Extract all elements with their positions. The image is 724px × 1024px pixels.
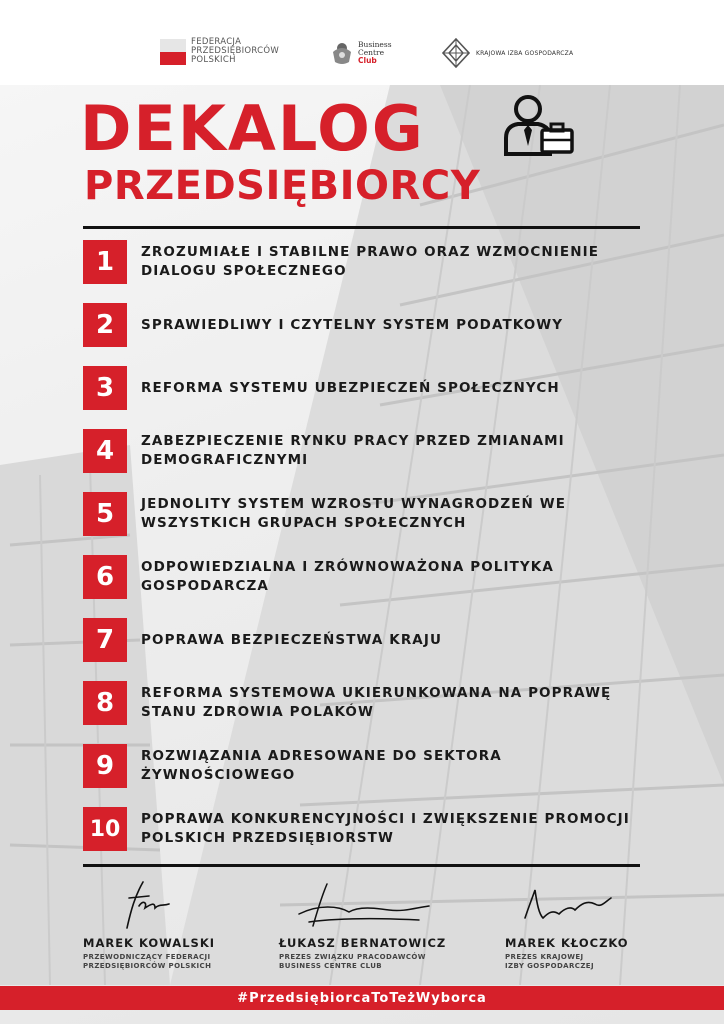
title-line-1: DEKALOG [80,92,425,165]
item-text: POPRAWA BEZPIECZEŃSTWA KRAJU [141,631,443,648]
list-item [83,807,643,853]
item-text: JEDNOLITY SYSTEM WZROSTU WYNAGRODZEŃ WE WSZYSTKICH GRUPACH SPOŁECZNYCH [141,496,567,531]
item-number: 2 [83,303,127,347]
list-item [83,744,643,790]
divider-bottom [83,864,640,867]
bcc-logo-line: Business [358,40,392,49]
list-item [83,429,643,475]
list-item [83,555,643,601]
item-number: 7 [83,618,127,662]
item-number: 5 [83,492,127,536]
fpp-logo-line: PRZEDSIĘBIORCÓW [191,46,280,56]
item-text: ZABEZPIECZENIE RYNKU PRACY PRZED ZMIANAMI DEMOGRAFICZNYMI [141,433,565,468]
signatory-role-line: PRZEWODNICZĄCY FEDERACJI [83,953,211,961]
item-number: 1 [83,240,127,284]
hashtag-footer [0,986,724,1010]
signatory-role-line: BUSINESS CENTRE CLUB [279,962,383,970]
bcc-logo-line: Centre [358,48,385,57]
handwritten-signature [83,878,203,930]
item-text: ODPOWIEDZIALNA I ZRÓWNOWAŻONA POLITYKA GOSPODARCZA [141,559,554,594]
list-item [83,681,643,727]
signatory-name: MAREK KŁOCZKO [505,936,629,950]
fpp-logo-line: POLSKICH [191,55,236,65]
hashtag-text: #PrzedsiębiorcaToTeżWyborca [237,990,487,1006]
signatory-role-line: PREZES ZWIĄZKU PRACODAWCÓW [279,953,426,961]
list-item [83,618,643,664]
item-number: 3 [83,366,127,410]
item-text: REFORMA SYSTEMU UBEZPIECZEŃ SPOŁECZNYCH [141,379,560,396]
item-text: ZROZUMIAŁE I STABILNE PRAWO ORAZ WZMOCNIENIE DIALOGU SPOŁECZNEGO [141,244,600,279]
item-number: 10 [83,807,127,851]
item-number: 4 [83,429,127,473]
item-number: 9 [83,744,127,788]
item-text: SPRAWIEDLIWY I CZYTELNY SYSTEM PODATKOWY [141,316,564,333]
list-item [83,366,643,412]
handwritten-signature [279,878,439,930]
item-number: 6 [83,555,127,599]
list-item [83,303,643,349]
item-text: POPRAWA KONKURENCYJNOŚCI I ZWIĘKSZENIE PROMOCJI POLSKICH PRZEDSIĘBIORSTW [141,811,630,846]
item-text: REFORMA SYSTEMOWA UKIERUNKOWANA NA POPRAWĘ STANU ZDROWIA POLAKÓW [141,685,612,720]
signatory-role-line: IZBY GOSPODARCZEJ [505,962,594,970]
list-item [83,240,643,286]
handwritten-signature [505,878,625,930]
signature-block [83,878,283,971]
signature-block [505,878,705,971]
item-text: ROZWIĄZANIA ADRESOWANE DO SEKTORA ŻYWNOŚCIOWEGO [141,748,502,783]
signatory-name: MAREK KOWALSKI [83,936,216,950]
list-item [83,492,643,538]
signature-block [279,878,479,971]
divider-top [83,226,640,229]
signatory-name: ŁUKASZ BERNATOWICZ [279,936,447,950]
fpp-logo-line: FEDERACJA [191,37,242,47]
businessman-briefcase-icon [502,94,574,156]
bcc-logo-club: Club [358,56,377,65]
signatory-role-line: PRZEDSIĘBIORCÓW POLSKICH [83,962,212,970]
title-line-2: PRZEDSIĘBIORCY [84,163,481,209]
kig-logo-text: KRAJOWA IZBA GOSPODARCZA [476,49,574,57]
signatory-role-line: PREZES KRAJOWEJ [505,953,584,961]
item-number: 8 [83,681,127,725]
